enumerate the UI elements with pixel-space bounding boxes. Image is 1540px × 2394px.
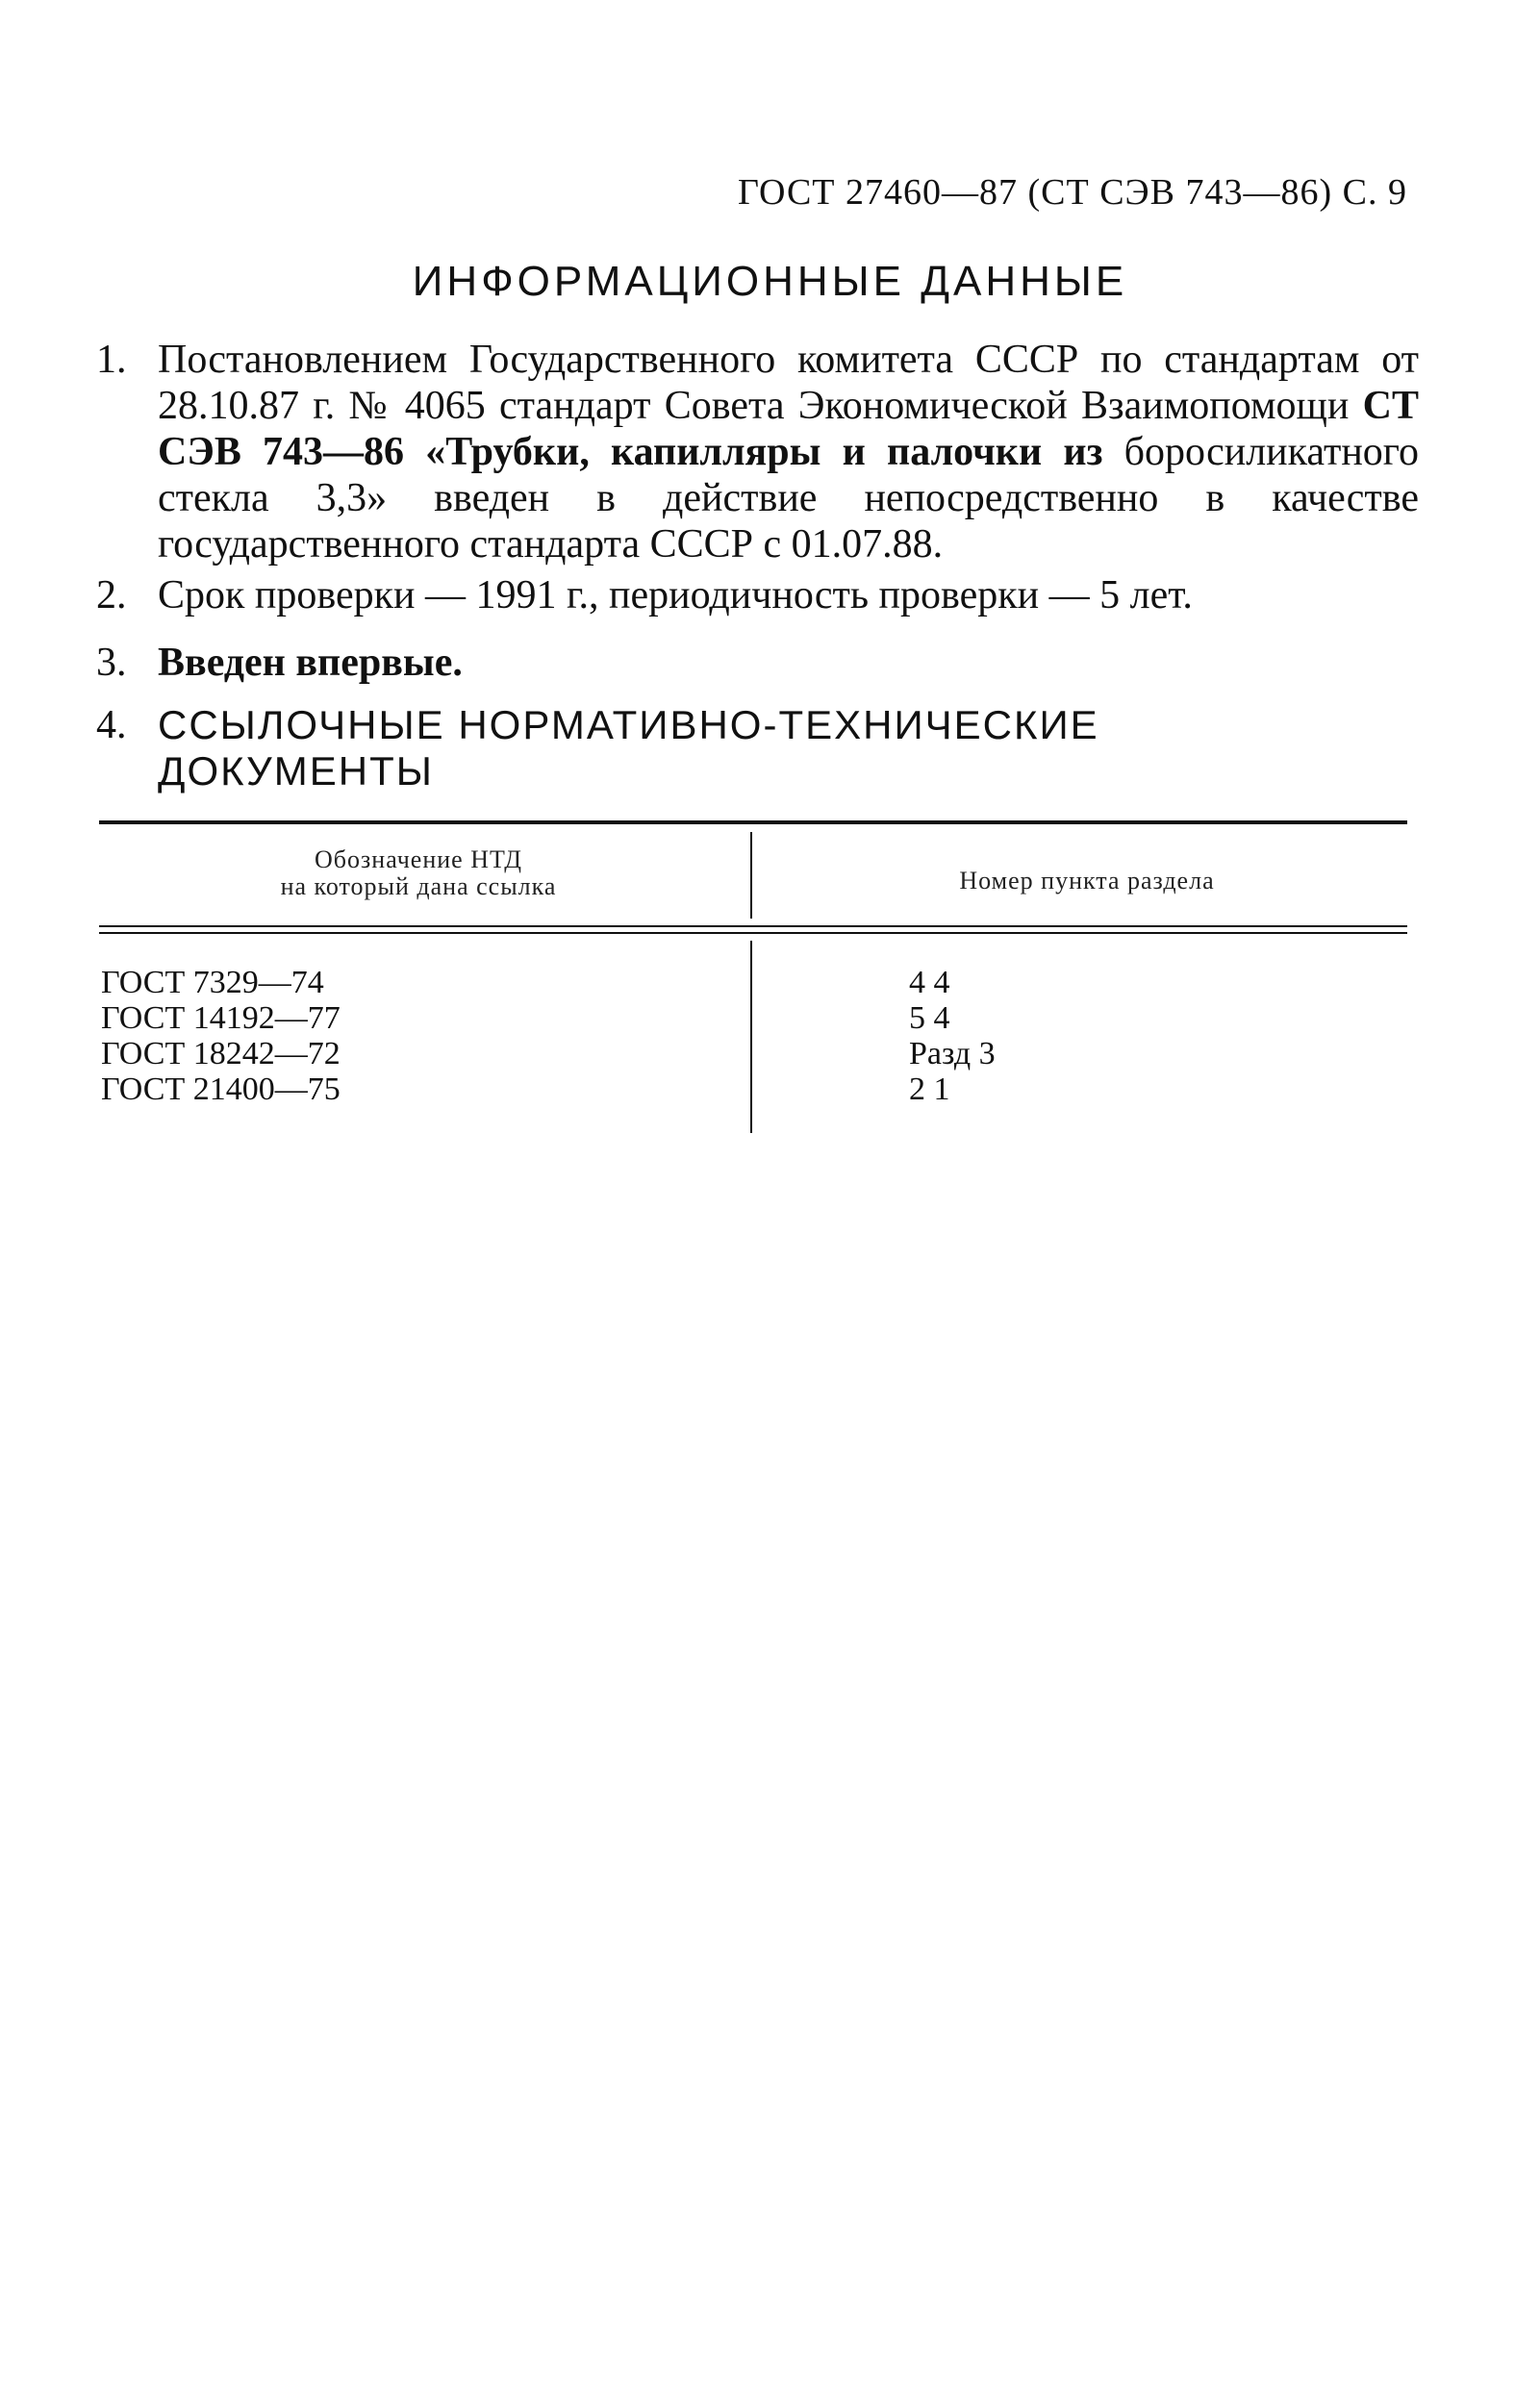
info-item-2	[96, 572, 1419, 618]
table-cell-ref: Разд 3	[909, 1036, 996, 1071]
col1-header-line2: на который дана ссылка	[280, 872, 557, 900]
item-text-bold: СТ СЭВ 743—86 «Трубки, капилляры и палочки из	[158, 384, 1419, 474]
table-row-ref	[909, 965, 950, 1000]
item-text: ССЫЛОЧНЫЕ НОРМАТИВНО-ТЕХНИЧЕСКИЕ ДОКУМЕНТЫ	[158, 702, 1099, 794]
table-cell-doc: ГОСТ 21400—75	[101, 1071, 341, 1107]
item-text: Введен впервые.	[158, 641, 463, 685]
table-cell-doc: ГОСТ 7329—74	[101, 965, 324, 1000]
info-item-1	[96, 337, 1419, 567]
item-text: Срок проверки — 1991 г., периодичность проверки — 5 лет.	[158, 573, 1193, 617]
table-row	[101, 1071, 341, 1107]
table-header-divider	[750, 832, 752, 919]
table-header-col2: Номер пункта раздела	[959, 867, 1215, 895]
info-item-3	[96, 640, 1419, 686]
table-header-col1	[144, 846, 693, 900]
item-number: 2.	[96, 573, 127, 617]
table-header-rule-2	[99, 932, 1407, 934]
table-row-ref	[909, 1071, 950, 1107]
table-header-rule-1	[99, 925, 1407, 927]
item-text-end: боросиликатного стекла 3,3» введен в действие непосредственно в качестве государственного стандарта СССР с 01.07.88.	[158, 430, 1419, 567]
table-cell-ref: 4 4	[909, 965, 950, 1000]
document-title: ИНФОРМАЦИОННЫЕ ДАННЫЕ	[412, 258, 1128, 305]
page-header: ГОСТ 27460—87 (СТ СЭВ 743—86) С. 9	[738, 172, 1407, 213]
table-cell-ref: 5 4	[909, 1000, 950, 1036]
info-item-4	[96, 702, 1419, 794]
table-top-rule	[99, 820, 1407, 824]
item-number: 4.	[96, 703, 127, 747]
item-text-start: Постановлением Государственного комитета СССР по стандартам от 28.10.87 г. № 4065 стандарт Совета Экономической Взаимопомощи	[158, 338, 1419, 428]
item-text	[158, 337, 1419, 567]
table-row	[101, 1000, 341, 1036]
table-row	[101, 965, 324, 1000]
table-body-divider	[750, 941, 752, 1133]
item-number: 1.	[96, 338, 127, 382]
table-row	[101, 1036, 341, 1071]
col1-header-line1: Обозначение НТД	[315, 845, 522, 873]
item-number: 3.	[96, 641, 127, 685]
table-cell-doc: ГОСТ 14192—77	[101, 1000, 341, 1036]
table-cell-doc: ГОСТ 18242—72	[101, 1036, 341, 1071]
table-row-ref	[909, 1036, 996, 1071]
table-row-ref	[909, 1000, 950, 1036]
table-cell-ref: 2 1	[909, 1071, 950, 1107]
